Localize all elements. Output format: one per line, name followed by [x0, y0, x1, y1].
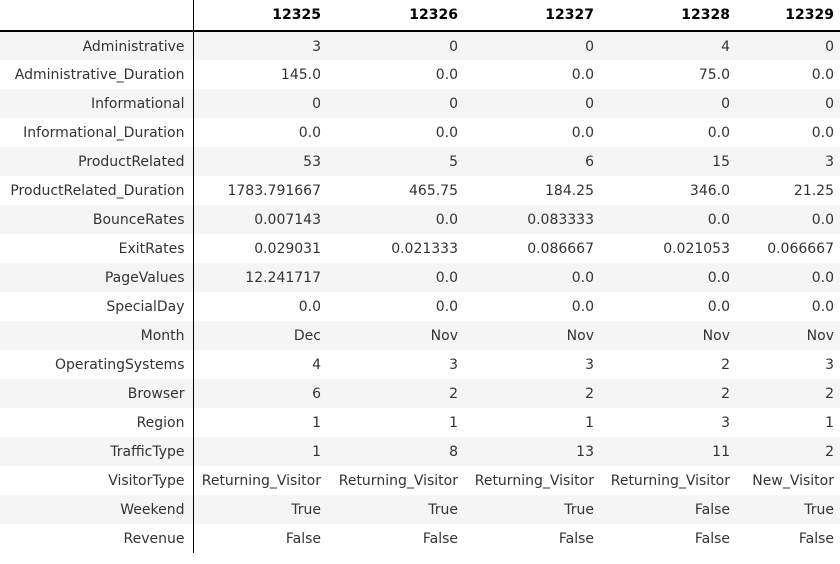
- column-header: 12329: [736, 0, 840, 31]
- table-cell: 3: [312, 39, 321, 55]
- table-row: [0, 263, 840, 292]
- table-row: [0, 60, 840, 89]
- table-cell: Returning_Visitor: [474, 472, 594, 489]
- table-cell: 1: [312, 414, 321, 431]
- table-cell: True: [291, 501, 321, 518]
- column-header: 12325: [193, 0, 327, 31]
- table-cell: 2: [721, 356, 730, 373]
- table-cell: 21.25: [793, 182, 834, 199]
- table-cell: 346.0: [689, 182, 730, 199]
- table-cell: 0.083333: [527, 211, 594, 228]
- table-cell: 8: [449, 443, 458, 460]
- table-cell: 2: [585, 385, 594, 402]
- row-label: Weekend: [0, 495, 193, 524]
- table-cell: 0.0: [298, 124, 321, 141]
- row-label: TrafficType: [0, 437, 193, 466]
- table-cell: Returning_Visitor: [338, 472, 458, 489]
- table-cell: True: [804, 501, 834, 518]
- table-cell: Nov: [566, 327, 594, 344]
- table-cell: 0: [449, 95, 458, 112]
- table-cell: 13: [576, 443, 594, 460]
- table-cell: 5: [449, 153, 458, 170]
- table-cell: 184.25: [545, 182, 594, 199]
- table-cell: 0.0: [707, 124, 730, 141]
- table-cell: 0.0: [435, 124, 458, 141]
- table-cell: 145.0: [280, 66, 321, 83]
- table-cell: 11: [712, 443, 730, 460]
- row-label: OperatingSystems: [0, 350, 193, 379]
- table-cell: 3: [721, 414, 730, 431]
- table-cell: 2: [449, 385, 458, 402]
- table-cell: Nov: [806, 327, 834, 344]
- table-row: [0, 437, 840, 466]
- table-cell: 0: [825, 95, 834, 112]
- table-row: [0, 379, 840, 408]
- table-cell: 1: [312, 443, 321, 460]
- table-cell: 2: [825, 385, 834, 402]
- table-cell: 0.0: [571, 66, 594, 83]
- table-cell: 0.0: [811, 66, 834, 83]
- table-cell: 0: [825, 39, 834, 55]
- table-cell: Dec: [293, 327, 321, 344]
- header-row: [0, 0, 840, 31]
- table-cell: 0.0: [571, 269, 594, 286]
- table-cell: 1783.791667: [227, 182, 321, 199]
- table-cell: 1: [585, 414, 594, 431]
- row-label: Browser: [0, 379, 193, 408]
- column-header: 12326: [327, 0, 464, 31]
- table-cell: False: [422, 530, 458, 547]
- table-cell: 4: [721, 39, 730, 55]
- table-row: [0, 147, 840, 176]
- row-label: Region: [0, 408, 193, 437]
- table-row: [0, 234, 840, 263]
- table-cell: 2: [721, 385, 730, 402]
- table-cell: 0: [585, 39, 594, 55]
- table-row: [0, 205, 840, 234]
- table-cell: 0: [449, 39, 458, 55]
- table-cell: 0.0: [571, 124, 594, 141]
- table-cell: True: [564, 501, 594, 518]
- table-row: [0, 408, 840, 437]
- header-corner: [0, 0, 193, 31]
- table-cell: 2: [825, 443, 834, 460]
- row-label: ProductRelated_Duration: [0, 176, 193, 205]
- table-cell: 0.0: [811, 298, 834, 315]
- table-cell: Returning_Visitor: [201, 472, 321, 489]
- table-row: [0, 89, 840, 118]
- table-cell: 0.0: [707, 269, 730, 286]
- table-row: [0, 292, 840, 321]
- table-row: [0, 176, 840, 205]
- table-cell: New_Visitor: [752, 472, 834, 489]
- table-cell: False: [694, 501, 730, 518]
- table-cell: 0.021333: [391, 240, 458, 257]
- table-cell: 0.066667: [767, 240, 834, 257]
- table-cell: 0.0: [298, 298, 321, 315]
- table-cell: 0: [585, 95, 594, 112]
- table-cell: 3: [585, 356, 594, 373]
- table-cell: False: [558, 530, 594, 547]
- table-cell: 3: [825, 153, 834, 170]
- table-cell: 0.0: [707, 298, 730, 315]
- table-row: [0, 118, 840, 147]
- table-cell: Nov: [702, 327, 730, 344]
- table-cell: 12.241717: [245, 269, 321, 286]
- row-label: PageValues: [0, 263, 193, 292]
- table-body: [0, 31, 840, 553]
- row-label: Revenue: [0, 524, 193, 553]
- table-cell: 0.0: [571, 298, 594, 315]
- table-cell: 6: [585, 153, 594, 170]
- row-label: Month: [0, 321, 193, 350]
- table-cell: Nov: [430, 327, 458, 344]
- row-label: ExitRates: [0, 234, 193, 263]
- table-cell: 0.0: [435, 66, 458, 83]
- table-cell: 0.0: [435, 298, 458, 315]
- row-label: SpecialDay: [0, 292, 193, 321]
- table-cell: 0.0: [811, 124, 834, 141]
- table-cell: 3: [825, 356, 834, 373]
- table-cell: 0: [312, 95, 321, 112]
- table-cell: 0: [721, 95, 730, 112]
- table-cell: 3: [449, 356, 458, 373]
- table-cell: False: [694, 530, 730, 547]
- table-cell: 6: [312, 385, 321, 402]
- table-cell: 0.0: [811, 269, 834, 286]
- table-row: [0, 350, 840, 379]
- table-cell: 0.0: [811, 211, 834, 228]
- table-cell: 1: [825, 414, 834, 431]
- row-label: Informational_Duration: [0, 118, 193, 147]
- table-cell: Returning_Visitor: [610, 472, 730, 489]
- row-label: Informational: [0, 89, 193, 118]
- table-cell: 1: [449, 414, 458, 431]
- table-cell: 0.0: [707, 211, 730, 228]
- table-cell: 75.0: [698, 66, 730, 83]
- row-label: Administrative_Duration: [0, 60, 193, 89]
- column-header: 12327: [464, 0, 600, 31]
- table-cell: False: [798, 530, 834, 547]
- row-label: BounceRates: [0, 205, 193, 234]
- table-cell: 0.0: [435, 211, 458, 228]
- column-header: 12328: [600, 0, 736, 31]
- table-cell: False: [285, 530, 321, 547]
- table-cell: 0.021053: [663, 240, 730, 257]
- table-cell: 0.086667: [527, 240, 594, 257]
- row-label: ProductRelated: [0, 147, 193, 176]
- table-row: [0, 495, 840, 524]
- table-cell: 0.0: [435, 269, 458, 286]
- table-cell: 53: [303, 153, 321, 170]
- row-label: VisitorType: [0, 466, 193, 495]
- table-cell: 0.007143: [254, 211, 321, 228]
- table-cell: 0.029031: [254, 240, 321, 257]
- table-cell: 15: [712, 153, 730, 170]
- table-header: [0, 0, 840, 31]
- table-row: [0, 466, 840, 495]
- table-cell: True: [428, 501, 458, 518]
- table-row: [0, 524, 840, 553]
- table-row: [0, 31, 840, 60]
- row-label: Administrative: [0, 31, 193, 60]
- table-row: [0, 321, 840, 350]
- table-cell: 465.75: [409, 182, 458, 199]
- table-cell: 4: [312, 356, 321, 373]
